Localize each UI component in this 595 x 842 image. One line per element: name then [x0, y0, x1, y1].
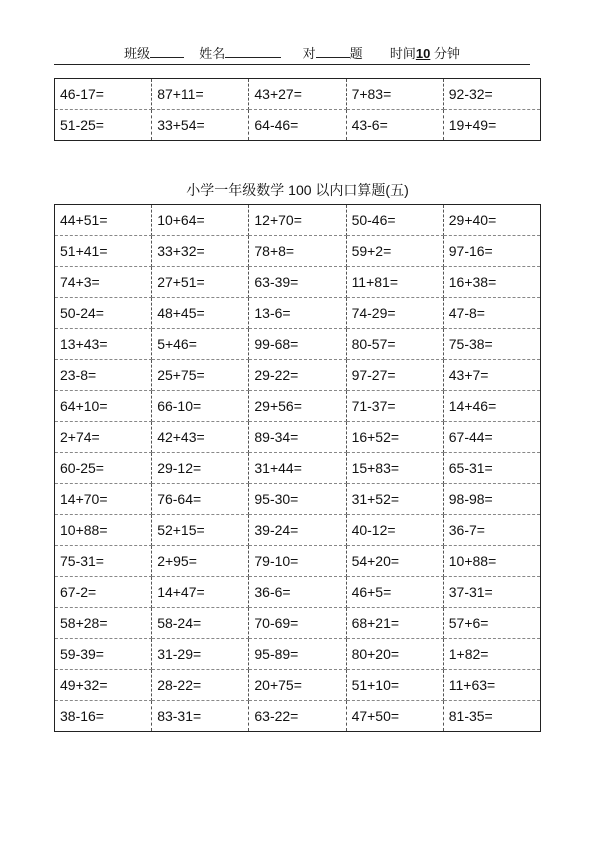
worksheet-header [54, 44, 530, 65]
problem-cell: 31+52= [346, 484, 443, 515]
problem-cell: 31+44= [249, 453, 346, 484]
problem-cell: 47+50= [346, 701, 443, 732]
problem-row [55, 205, 541, 236]
problem-cell: 60-25= [55, 453, 152, 484]
problem-row [55, 267, 541, 298]
problem-cell: 48+45= [152, 298, 249, 329]
problem-row [55, 515, 541, 546]
problem-cell: 49+32= [55, 670, 152, 701]
problem-cell: 64-46= [249, 110, 346, 141]
correct-count-blank[interactable] [316, 44, 350, 58]
problem-cell: 51+41= [55, 236, 152, 267]
problem-cell: 10+64= [152, 205, 249, 236]
problem-cell: 11+81= [346, 267, 443, 298]
problem-cell: 97-16= [443, 236, 540, 267]
problem-row [55, 329, 541, 360]
problem-cell: 87+11= [152, 79, 249, 110]
problem-cell: 97-27= [346, 360, 443, 391]
problem-cell: 38-16= [55, 701, 152, 732]
problem-row [55, 110, 541, 141]
problem-cell: 50-46= [346, 205, 443, 236]
problem-cell: 13-6= [249, 298, 346, 329]
problem-cell: 36-7= [443, 515, 540, 546]
problem-cell: 13+43= [55, 329, 152, 360]
problem-cell: 65-31= [443, 453, 540, 484]
problem-cell: 43+27= [249, 79, 346, 110]
problem-cell: 42+43= [152, 422, 249, 453]
problem-cell: 75-38= [443, 329, 540, 360]
problem-cell: 2+74= [55, 422, 152, 453]
problem-cell: 33+32= [152, 236, 249, 267]
problem-cell: 10+88= [443, 546, 540, 577]
problem-cell: 78+8= [249, 236, 346, 267]
problem-cell: 15+83= [346, 453, 443, 484]
problem-cell: 29+56= [249, 391, 346, 422]
problem-cell: 40-12= [346, 515, 443, 546]
problem-cell: 16+52= [346, 422, 443, 453]
problem-cell: 52+15= [152, 515, 249, 546]
problem-cell: 67-44= [443, 422, 540, 453]
class-label: 班级 [124, 46, 151, 61]
problem-cell: 70-69= [249, 608, 346, 639]
problem-table-top [54, 78, 541, 141]
problem-row [55, 608, 541, 639]
problem-row [55, 484, 541, 515]
problem-cell: 14+46= [443, 391, 540, 422]
problem-cell: 29+40= [443, 205, 540, 236]
problem-cell: 50-24= [55, 298, 152, 329]
problem-cell: 92-32= [443, 79, 540, 110]
time-label: 时间 [389, 46, 416, 61]
problem-cell: 58+28= [55, 608, 152, 639]
problem-row [55, 391, 541, 422]
problem-table-main [54, 204, 541, 732]
problem-cell: 44+51= [55, 205, 152, 236]
problem-cell: 68+21= [346, 608, 443, 639]
problem-cell: 5+46= [152, 329, 249, 360]
time-unit: 分钟 [433, 46, 460, 61]
problem-cell: 27+51= [152, 267, 249, 298]
problem-cell: 12+70= [249, 205, 346, 236]
problem-cell: 11+63= [443, 670, 540, 701]
problem-cell: 80-57= [346, 329, 443, 360]
problem-cell: 36-6= [249, 577, 346, 608]
problem-cell: 47-8= [443, 298, 540, 329]
question-label: 题 [349, 46, 363, 61]
problem-row [55, 422, 541, 453]
problem-row [55, 639, 541, 670]
problem-cell: 58-24= [152, 608, 249, 639]
problem-row [55, 546, 541, 577]
problem-cell: 14+47= [152, 577, 249, 608]
problem-row [55, 453, 541, 484]
problem-cell: 99-68= [249, 329, 346, 360]
problem-cell: 46-17= [55, 79, 152, 110]
problem-cell: 29-12= [152, 453, 249, 484]
problem-cell: 81-35= [443, 701, 540, 732]
problem-cell: 19+49= [443, 110, 540, 141]
problem-cell: 71-37= [346, 391, 443, 422]
problem-cell: 89-34= [249, 422, 346, 453]
section-title: 小学一年级数学 100 以内口算题(五) [186, 182, 409, 198]
problem-cell: 74+3= [55, 267, 152, 298]
problem-cell: 67-2= [55, 577, 152, 608]
problem-cell: 29-22= [249, 360, 346, 391]
problem-cell: 37-31= [443, 577, 540, 608]
class-blank[interactable] [150, 44, 184, 58]
problem-cell: 95-89= [249, 639, 346, 670]
time-value: 10 [415, 46, 431, 61]
problem-cell: 80+20= [346, 639, 443, 670]
problem-cell: 79-10= [249, 546, 346, 577]
problem-row [55, 670, 541, 701]
problem-cell: 28-22= [152, 670, 249, 701]
problem-cell: 1+82= [443, 639, 540, 670]
problem-row [55, 236, 541, 267]
problem-cell: 25+75= [152, 360, 249, 391]
name-label: 姓名 [199, 46, 226, 61]
problem-cell: 14+70= [55, 484, 152, 515]
problem-cell: 2+95= [152, 546, 249, 577]
problem-cell: 75-31= [55, 546, 152, 577]
problem-cell: 74-29= [346, 298, 443, 329]
problem-cell: 64+10= [55, 391, 152, 422]
problem-cell: 43+7= [443, 360, 540, 391]
problem-cell: 98-98= [443, 484, 540, 515]
problem-cell: 54+20= [346, 546, 443, 577]
problem-row [55, 79, 541, 110]
problem-cell: 76-64= [152, 484, 249, 515]
problem-cell: 43-6= [346, 110, 443, 141]
problem-cell: 83-31= [152, 701, 249, 732]
problem-row [55, 577, 541, 608]
problem-cell: 31-29= [152, 639, 249, 670]
problem-cell: 33+54= [152, 110, 249, 141]
problem-row [55, 298, 541, 329]
problem-cell: 59-39= [55, 639, 152, 670]
problem-cell: 57+6= [443, 608, 540, 639]
correct-label: 对 [302, 46, 316, 61]
name-blank[interactable] [225, 44, 281, 58]
problem-cell: 51+10= [346, 670, 443, 701]
problem-row [55, 701, 541, 732]
problem-row [55, 360, 541, 391]
problem-cell: 10+88= [55, 515, 152, 546]
problem-cell: 46+5= [346, 577, 443, 608]
problem-cell: 59+2= [346, 236, 443, 267]
problem-cell: 7+83= [346, 79, 443, 110]
problem-cell: 51-25= [55, 110, 152, 141]
problem-cell: 63-22= [249, 701, 346, 732]
problem-cell: 20+75= [249, 670, 346, 701]
problem-cell: 95-30= [249, 484, 346, 515]
problem-cell: 39-24= [249, 515, 346, 546]
problem-cell: 66-10= [152, 391, 249, 422]
problem-cell: 63-39= [249, 267, 346, 298]
problem-cell: 16+38= [443, 267, 540, 298]
problem-cell: 23-8= [55, 360, 152, 391]
